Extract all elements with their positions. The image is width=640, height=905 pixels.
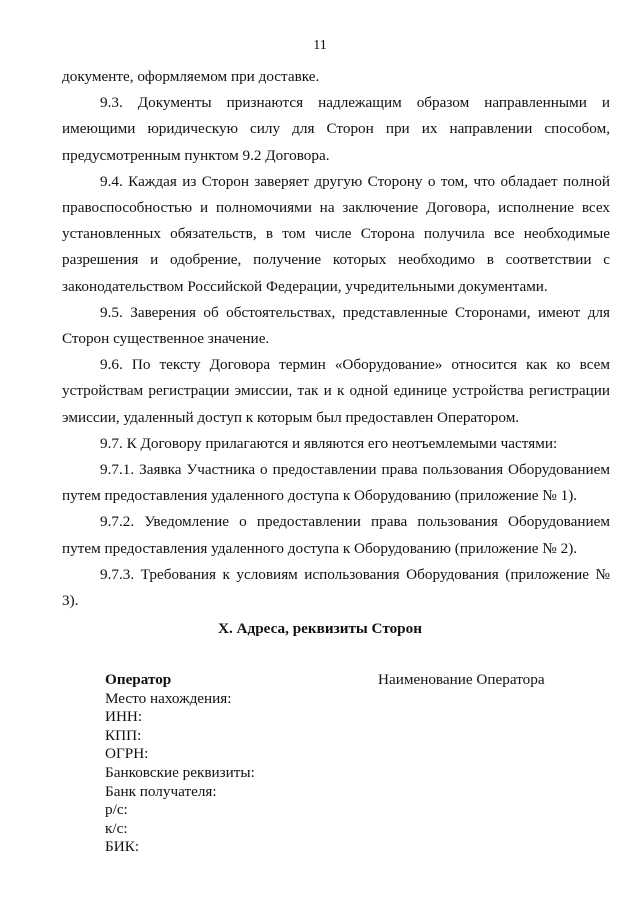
paragraph-9-7: 9.7. К Договору прилагаются и являются его неотъемлемыми частями: bbox=[100, 434, 558, 452]
paragraph-9-7-3: 9.7.3. Требования к условиям использования Оборудования (приложение № 3). bbox=[62, 565, 610, 610]
paragraph-9-3: 9.3. Документы признаются надлежащим образом направленными и имеющими юридическую силу для Сторон при их направлении способом, предусмотренным пунктом 9.2 Договора. bbox=[62, 94, 610, 164]
field-location: Место нахождения: bbox=[105, 689, 232, 707]
paragraph-9-7-1: 9.7.1. Заявка Участника о предоставлении права пользования Оборудованием путем предоставления удаленного доступа к Оборудованию (приложение № 1). bbox=[62, 461, 610, 505]
field-bank-details: Банковские реквизиты: bbox=[105, 763, 255, 781]
section-heading: X. Адреса, реквизиты Сторон bbox=[218, 620, 422, 637]
paragraph-9-7-2: 9.7.2. Уведомление о предоставлении права пользования Оборудованием путем предоставления удаленного доступа к Оборудованию (приложение № 2). bbox=[62, 513, 610, 557]
paragraph-9-5: 9.5. Заверения об обстоятельствах, представленные Сторонами, имеют для Сторон существенное значение. bbox=[62, 303, 610, 348]
field-inn: ИНН: bbox=[105, 708, 143, 726]
paragraph-9-4: 9.4. Каждая из Сторон заверяет другую Сторону о том, что обладает полной правоспособностью и полномочиями на заключение Договора, исполнение всех установленных обязательств, в том числе Сторона получила все необходимые разрешения и одобрение, получение которых необходимо в соответствии с законодательством Российской Федерации, учредительными документами. bbox=[62, 172, 610, 295]
operator-requisites bbox=[105, 671, 255, 857]
body-text bbox=[62, 64, 610, 614]
operator-name-placeholder: Наименование Оператора bbox=[378, 671, 545, 688]
field-settlement-account: р/с: bbox=[105, 801, 128, 819]
field-ogrn: ОГРН: bbox=[105, 745, 149, 763]
operator-title: Оператор bbox=[105, 671, 172, 688]
field-bik: БИК: bbox=[105, 838, 140, 856]
field-kpp: КПП: bbox=[105, 726, 142, 744]
paragraph-9-6: 9.6. По тексту Договора термин «Оборудование» относится как ко всем устройствам регистрации эмиссии, так и к одной единице устройства регистрации эмиссии, удаленный доступ к которым был предоставлен Оператором. bbox=[62, 356, 610, 426]
page-number: 11 bbox=[313, 38, 327, 53]
field-beneficiary-bank: Банк получателя: bbox=[105, 782, 217, 800]
field-correspondent-account: к/с: bbox=[105, 819, 128, 837]
paragraph-continuation: документе, оформляемом при доставке. bbox=[62, 68, 320, 85]
